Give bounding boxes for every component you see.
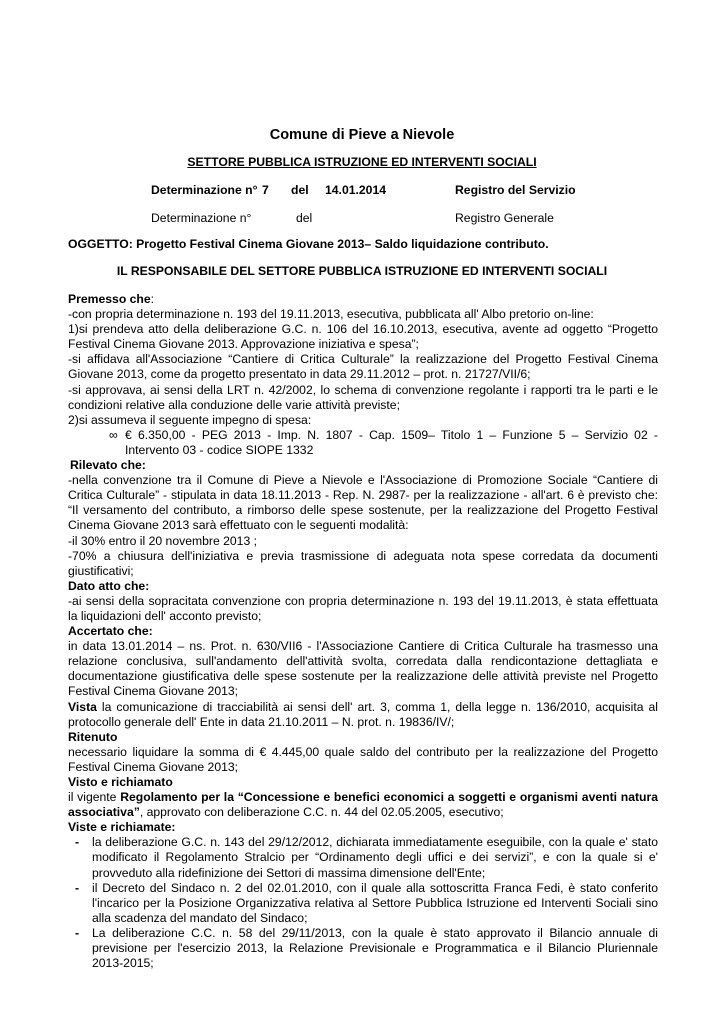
paragraph: -nella convenzione tra il Comune di Pieve a Nievole e l'Associazione di Promozione Sociale “Cantiere di Critica Culturale” - stipulata in data 18.11.2013 - Rep. N. 2987- per la realizzazione - all'art. 6 è previsto che: “Il versamento del contributo, a rimborso delle spese sostenute, per la realizzazione del Progetto Festival Cinema Giovane 2013 sarà effettuato con le seguenti modalità: [68,473,658,533]
dato-atto-heading: Dato atto che: [68,578,150,593]
paragraph: -si approvava, ai sensi della LRT n. 42/2002, lo schema di convenzione regolante i rapporti tra le parti e le condizioni relative alla conduzione delle varie attività previste; [68,382,658,412]
paragraph: -si affidava all'Associazione “Cantiere di Critica Culturale” la realizzazione del Progetto Festival Cinema Giovane 2013, come da progetto presentato in data 29.11.2012 – prot. n. 21727/VII/6; [68,352,658,382]
list-item-text: il Decreto del Sindaco n. 2 del 02.01.2010, con il quale alla sottoscritta Franca Fedi, è stato conferito l'incarico per la Posizione Organizzativa relativa al Settore Pubblica Istruzione ed Interventi Sociali sino alla scadenza del mandato del Sindaco; [92,880,658,925]
paragraph: necessario liquidare la somma di € 4.445,00 quale saldo del contributo per la realizzazione del Progetto Festival Cinema Giovane 2013; [68,744,658,774]
premesso-heading: Premesso che: [68,292,155,306]
list-item [68,835,658,880]
dash-icon: - [75,880,80,895]
bullet-icon: ∞ [109,427,118,442]
paragraph: 2)si assumeva il seguente impegno di spesa: [68,412,312,427]
list-item-text: La deliberazione C.C. n. 58 del 29/11/2013, con la quale è stato approvato il Bilancio annuale di previsione per l'esercizio 2013, la Relazione Previsionale e Programmatica e il Bilancio Pluriennale 2013-2015; [92,925,658,971]
list-item [68,926,658,971]
det-label: Determinazione n° [151,183,258,197]
viste-heading: Viste e richiamate: [68,820,176,835]
regolamento-paragraph: il vigente Regolamento per la “Concessione e benefici economici a soggetti e organismi aventi natura associativa”, approvato con deliberazione C.C. n. 44 del 02.05.2005, esecutivo; [68,790,658,820]
ritenuto-heading: Ritenuto [68,729,118,744]
registro-servizio: Registro del Servizio [455,183,576,197]
dash-icon: - [75,925,80,940]
paragraph: 1)si prendeva atto della deliberazione G.C. n. 106 del 16.10.2013, esecutiva, avente ad oggetto “Progetto Festival Cinema Giovane 2013. Approvazione iniziativa e spesa”; [68,322,658,352]
visto-heading: Visto e richiamato [68,775,173,789]
impegno-item [68,428,658,458]
dash-icon: - [75,835,80,850]
paragraph: -il 30% entro il 20 novembre 2013 ; [68,533,258,548]
oggetto-line: OGGETTO: Progetto Festival Cinema Giovane 2013– Saldo liquidazione contributo. [68,237,549,251]
list-item [68,881,658,926]
accertato-heading: Accertato che: [68,624,153,639]
paragraph: -con propria determinazione n. 193 del 19.11.2013, esecutiva, pubblicata all' Albo pretorio on-line: [68,307,594,322]
det-number: 7 [262,183,269,197]
impegno-text: € 6.350,00 - PEG 2013 - Imp. N. 1807 - Cap. 1509– Titolo 1 – Funzione 5 – Servizio 02 - Intervento 03 - codice SIOPE 1332 [125,427,658,457]
paragraph: -ai sensi della sopracitata convenzione con propria determinazione n. 193 del 19.11.2013, è stata effettuata la liquidazioni dell' acconto previsto; [68,593,658,623]
page-title: Comune di Pieve a Nievole [269,127,455,143]
det-del: del [291,183,309,197]
vista-paragraph: Vista la comunicazione di tracciabilità ai sensi dell' art. 3, comma 1, della legge n. 136/2010, acquisita al protocollo generale dell' Ente in data 21.10.2011 – N. prot. n. 19836/IV/; [68,699,658,729]
det-del-2: del [296,211,313,225]
rilevato-heading: Rilevato che: [70,458,146,473]
paragraph: -70% a chiusura dell'iniziativa e previa trasmissione di adeguata nota spese corredata da documenti giustificativi; [68,548,658,578]
det-label-2: Determinazione n° [151,211,252,225]
paragraph: in data 13.01.2014 – ns. Prot. n. 630/VII6 - l'Associazione Cantiere di Critica Culturale ha trasmesso una relazione conclusiva, sull'andamento dell'attività svolta, corredata dalla rendicontazione dettagliata e documentazione giustificativa delle spese sostenute per la realizzazione delle attività previste nel Progetto Festival Cinema Giovane 2013; [68,639,658,699]
settore-heading: SETTORE PUBBLICA ISTRUZIONE ED INTERVENTI SOCIALI [187,155,537,169]
document-body [68,292,658,971]
list-item-text: la deliberazione G.C. n. 143 del 29/12/2012, dichiarata immediatamente eseguibile, con la quale e' stato modificato il Regolamento Stralcio per “Ordinamento degli uffici e dei servizi”, e con la quale si e' provveduto alla ridefinizione dei Settori di massima dimensione dell'Ente; [92,835,658,880]
registro-generale: Registro Generale [455,211,554,225]
det-date: 14.01.2014 [325,183,386,197]
responsabile-heading: IL RESPONSABILE DEL SETTORE PUBBLICA ISTRUZIONE ED INTERVENTI SOCIALI [116,264,608,278]
